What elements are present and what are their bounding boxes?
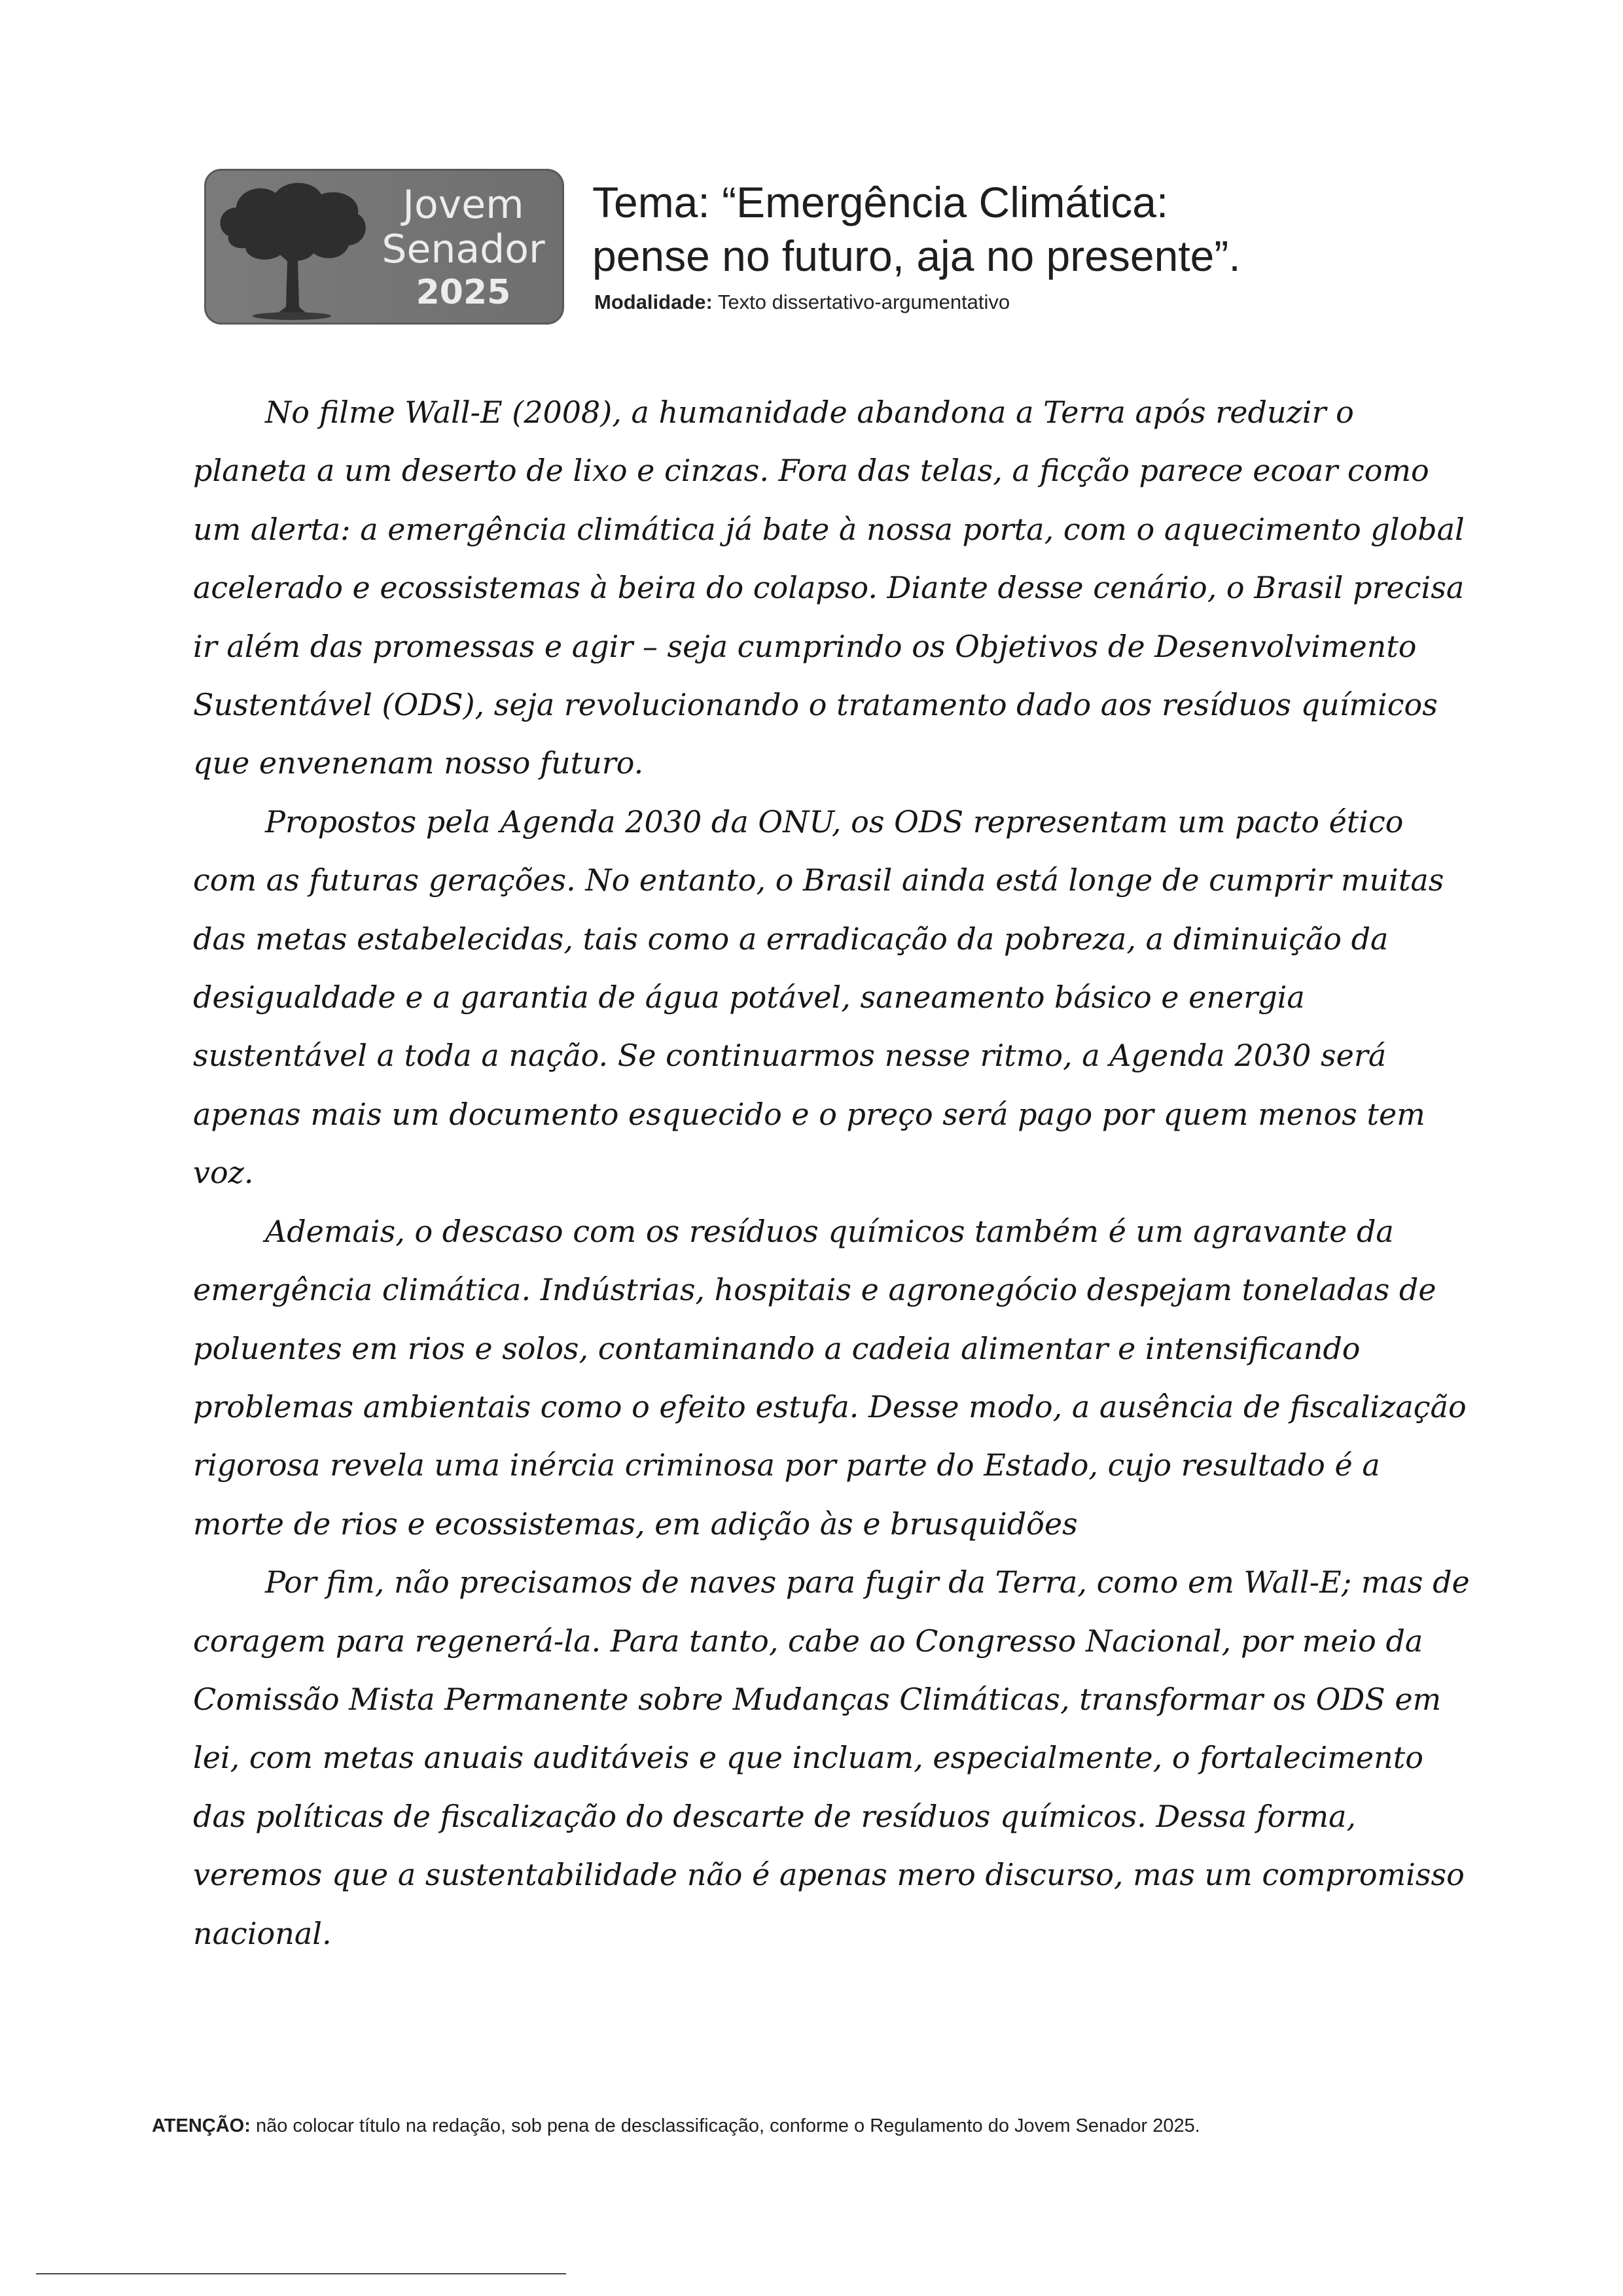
modality-value: Texto dissertativo-argumentativo — [717, 291, 1010, 313]
logo-year: 2025 — [416, 273, 511, 312]
logo-line-senador: Senador — [382, 226, 545, 272]
attention-notice — [152, 2115, 1526, 2137]
essay-paragraph-3: Ademais, o descaso com os resíduos químicos também é um agravante da emergência climática. Indústrias, hospitais e agronegócio despejam toneladas de poluentes em rios e solos, contaminando a cadeia alimentar e intensificando problemas ambientais como o efeito estufa. Desse modo, a ausência de fiscalização rigorosa revela uma inércia criminosa por parte do Estado, cujo resultado é a morte de rios e ecossistemas, em adição às e brusquidões — [193, 1213, 1467, 1542]
jovem-senador-logo — [204, 169, 564, 325]
essay-paragraph-1: No filme Wall-E (2008), a humanidade abandona a Terra após reduzir o planeta a um deserto de lixo e cinzas. Fora das telas, a ficção parece ecoar como um alerta: a emergência climática já bate à nossa porta, com o aquecimento global acelerado e ecossistemas à beira do colapso. Diante desse cenário, o Brasil precisa ir além das promessas e agir – seja cumprindo os Objetivos de Desenvolvimento Sustentável (ODS), seja revolucionando o tratamento dado aos resíduos químicos que envenenam nosso futuro. — [193, 395, 1465, 781]
essay-theme — [592, 175, 1508, 283]
tree-icon — [210, 176, 374, 321]
logo-line-jovem: Jovem — [402, 182, 524, 228]
notice-text: não colocar título na redação, sob pena de desclassificação, conforme o Regulamento do Jovem Senador 2025. — [255, 2115, 1200, 2136]
theme-line-1: Tema: “Emergência Climática: — [592, 178, 1169, 226]
modality — [594, 291, 1380, 314]
essay-paragraph-2: Propostos pela Agenda 2030 da ONU, os ODS representam um pacto ético com as futuras gerações. No entanto, o Brasil ainda está longe de cumprir muitas das metas estabelecidas, tais como a erradicação da pobreza, a diminuição da desigualdade e a garantia de água potável, saneamento básico e energia sustentável a toda a nação. Se continuarmos nesse ritmo, a Agenda 2030 será apenas mais um documento esquecido e o preço será pago por quem menos tem voz. — [193, 804, 1444, 1191]
modality-label: Modalidade: — [594, 291, 713, 313]
notice-label: ATENÇÃO: — [152, 2115, 251, 2136]
footer-divider — [36, 2273, 566, 2274]
logo-text — [368, 183, 558, 313]
theme-line-2: pense no futuro, aja no presente”. — [592, 232, 1241, 280]
handwritten-essay — [193, 383, 1476, 1963]
essay-paragraph-4: Por fim, não precisamos de naves para fugir da Terra, como em Wall-E; mas de coragem para regenerá-la. Para tanto, cabe ao Congresso Nacional, por meio da Comissão Mista Permanente sobre Mudanças Climáticas, transformar os ODS em lei, com metas anuais auditáveis e que incluam, especialmente, o fortalecimento das políticas de fiscalização do descarte de resíduos químicos. Dessa forma, veremos que a sustentabilidade não é apenas mero discurso, mas um compromisso nacional. — [193, 1564, 1470, 1951]
